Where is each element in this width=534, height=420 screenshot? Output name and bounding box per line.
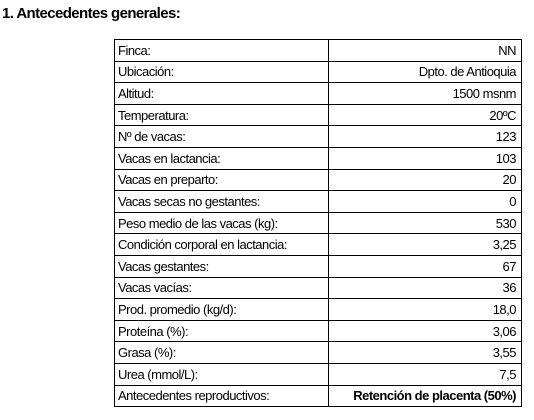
table-row (115, 191, 522, 213)
row-value-vacas-lactancia: 103 (329, 147, 522, 169)
general-background-table (114, 39, 522, 407)
table-row (115, 234, 522, 256)
row-label-peso-medio: Peso medio de las vacas (kg): (115, 212, 329, 234)
table-row (115, 83, 522, 105)
table-row (115, 40, 522, 62)
row-label-num-vacas: Nº de vacas: (115, 126, 329, 148)
row-value-proteina: 3,06 (329, 320, 522, 342)
row-label-condicion-corporal: Condición corporal en lactancia: (115, 234, 329, 256)
row-label-urea: Urea (mmol/L): (115, 363, 329, 385)
row-label-proteina: Proteína (%): (115, 320, 329, 342)
table-row (115, 299, 522, 321)
table-row (115, 126, 522, 148)
row-label-altitud: Altitud: (115, 83, 329, 105)
row-label-vacas-gestantes: Vacas gestantes: (115, 255, 329, 277)
row-value-vacas-preparto: 20 (329, 169, 522, 191)
row-value-grasa: 3,55 (329, 342, 522, 364)
row-value-prod-promedio: 18,0 (329, 299, 522, 321)
row-value-ubicacion: Dpto. de Antioquia (329, 61, 522, 83)
table-row (115, 363, 522, 385)
row-label-prod-promedio: Prod. promedio (kg/d): (115, 299, 329, 321)
table-row (115, 342, 522, 364)
row-label-temperatura: Temperatura: (115, 104, 329, 126)
row-value-vacas-gestantes: 67 (329, 255, 522, 277)
row-value-antecedentes-reproductivos: Retención de placenta (50%) (329, 385, 522, 407)
row-label-vacas-lactancia: Vacas en lactancia: (115, 147, 329, 169)
table-row (115, 255, 522, 277)
row-label-vacas-preparto: Vacas en preparto: (115, 169, 329, 191)
row-value-peso-medio: 530 (329, 212, 522, 234)
table-row (115, 212, 522, 234)
row-value-vacas-secas: 0 (329, 191, 522, 213)
table-row (115, 61, 522, 83)
row-value-altitud: 1500 msnm (329, 83, 522, 105)
table-row (115, 104, 522, 126)
row-label-antecedentes-reproductivos: Antecedentes reproductivos: (115, 385, 329, 407)
row-label-vacas-vacias: Vacas vacías: (115, 277, 329, 299)
table-row (115, 277, 522, 299)
row-label-finca: Finca: (115, 40, 329, 62)
row-label-grasa: Grasa (%): (115, 342, 329, 364)
table-row (115, 385, 522, 407)
row-label-ubicacion: Ubicación: (115, 61, 329, 83)
row-value-condicion-corporal: 3,25 (329, 234, 522, 256)
table-row (115, 320, 522, 342)
row-value-num-vacas: 123 (329, 126, 522, 148)
section-title: 1. Antecedentes generales: (2, 5, 181, 22)
table-row (115, 169, 522, 191)
row-value-finca: NN (329, 40, 522, 62)
row-value-temperatura: 20ºC (329, 104, 522, 126)
row-value-urea: 7,5 (329, 363, 522, 385)
table-row (115, 147, 522, 169)
row-label-vacas-secas: Vacas secas no gestantes: (115, 191, 329, 213)
row-value-vacas-vacias: 36 (329, 277, 522, 299)
